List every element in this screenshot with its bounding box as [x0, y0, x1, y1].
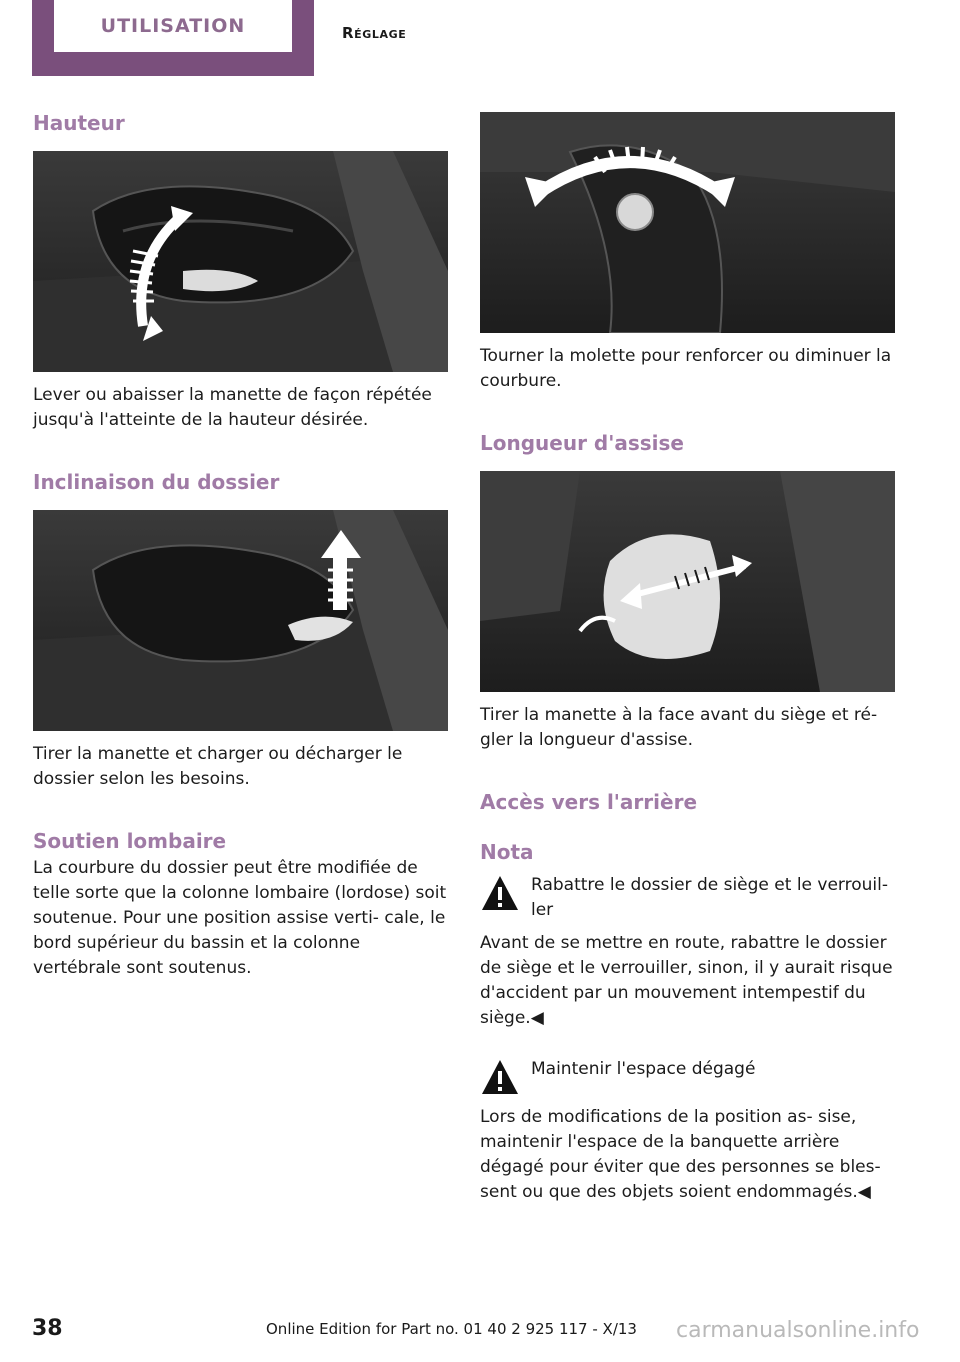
edition-note: Online Edition for Part no. 01 40 2 925 117 - X/13	[266, 1320, 637, 1338]
warning-2-text: Lors de modifications de la position as‐ sise, maintenir l'espace de la banquette arrière dégagé pour éviter que des personnes se bles‐ sent ou que des objets soient endommagés.◀	[480, 1107, 881, 1202]
header-tab-utilisation	[32, 0, 314, 76]
molette-paragraph: Tourner la molette pour renforcer ou diminuer la courbure.	[480, 346, 892, 391]
lombaire-paragraph: La courbure du dossier peut être modifiée de telle sorte que la colonne lombaire (lordose) soit soutenue. Pour une position assise verti‐ cale, le bord supérieur du bassin et la colonne vertébrale sont soutenus.	[33, 858, 447, 978]
header-tab-label: UTILISATION	[54, 0, 292, 52]
warning-1-text: Avant de se mettre en route, rabattre le dossier de siège et le verrouiller, sinon, il y aurait risque d'accident par un mouvement intempestif du siège.◀	[480, 933, 893, 1028]
right-column	[480, 112, 896, 1205]
lumbar-knob-illustration	[480, 112, 895, 333]
section-title-longueur: Longueur d'assise	[480, 431, 684, 455]
inclinaison-paragraph: Tirer la manette et charger ou décharger le dossier selon les besoins.	[33, 744, 403, 789]
left-column	[33, 108, 449, 981]
longueur-paragraph: Tirer la manette à la face avant du siège et ré‐ gler la longueur d'assise.	[480, 705, 878, 750]
hauteur-paragraph: Lever ou abaisser la manette de façon répétée jusqu'à l'atteinte de la hauteur désirée.	[33, 385, 432, 430]
watermark: carmanualsonline.info	[676, 1318, 920, 1343]
warning-2	[480, 1057, 896, 1097]
warning-triangle-icon	[480, 1057, 520, 1097]
section-title-inclinaison: Inclinaison du dossier	[33, 470, 280, 494]
section-title-nota: Nota	[480, 840, 534, 864]
warning-1-title: Rabattre le dossier de siège et le verrouil‐ ler	[531, 875, 888, 920]
header-subsection: Réglage	[342, 24, 407, 42]
warning-2-title: Maintenir l'espace dégagé	[531, 1059, 756, 1079]
warning-triangle-icon	[480, 873, 520, 913]
page-number: 38	[32, 1316, 63, 1341]
section-title-acces: Accès vers l'arrière	[480, 790, 698, 814]
warning-1	[480, 873, 896, 923]
backrest-tilt-illustration	[33, 510, 448, 731]
section-title-hauteur: Hauteur	[33, 111, 125, 135]
seat-height-illustration	[33, 151, 448, 372]
seat-length-illustration	[480, 471, 895, 692]
section-title-lombaire: Soutien lombaire	[33, 829, 227, 853]
